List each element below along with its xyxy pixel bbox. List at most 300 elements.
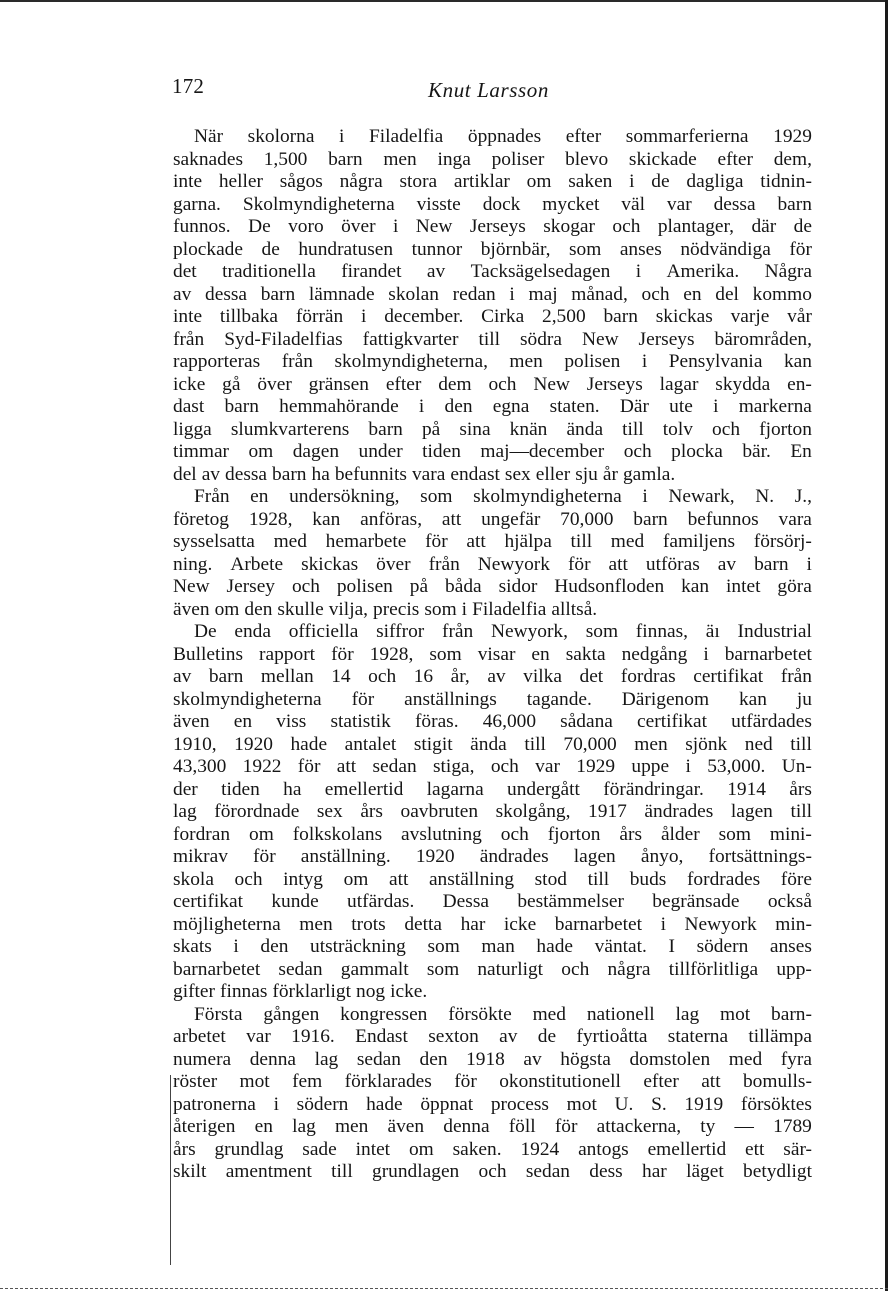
word: dock	[482, 193, 521, 215]
word: men	[634, 733, 668, 755]
word: grundlag	[214, 1138, 284, 1160]
word: Newark,	[668, 486, 735, 507]
word: utföras	[645, 553, 700, 575]
word: skydda	[715, 373, 771, 395]
word: skickade	[628, 148, 697, 170]
word: officiella	[288, 621, 359, 642]
word: ligga	[173, 418, 212, 440]
word: fordras	[620, 666, 676, 687]
word: till	[524, 733, 546, 755]
word: och	[623, 441, 652, 462]
word: för	[297, 756, 321, 777]
word: tillförlitliga	[668, 958, 759, 980]
text-line	[173, 284, 812, 307]
word: skolorna	[247, 126, 315, 147]
word: under	[358, 441, 403, 462]
word: i	[685, 756, 691, 777]
word: saken	[568, 171, 613, 192]
word: som	[426, 958, 460, 980]
text-line	[173, 1139, 812, 1162]
word: visar	[477, 643, 516, 665]
text-line	[173, 509, 812, 532]
word: södra	[519, 328, 562, 350]
word: de	[537, 1026, 557, 1047]
word: dem,	[773, 148, 812, 170]
text-line	[173, 914, 812, 937]
word: folkskolans	[292, 823, 383, 845]
word: tillämpa	[748, 1026, 812, 1047]
word: de	[261, 238, 280, 260]
word: men	[383, 148, 417, 170]
text-line	[173, 666, 812, 689]
word: om	[249, 823, 274, 845]
word: i	[635, 261, 642, 282]
word: inga	[437, 148, 471, 170]
word: mellan	[260, 666, 314, 687]
word: anföras,	[360, 508, 423, 530]
word: skilt	[173, 1161, 207, 1182]
word: lagen	[730, 801, 773, 822]
word: 1789	[773, 1116, 812, 1137]
word: Newyork	[477, 553, 550, 575]
word: Tacksägelsedagen	[470, 261, 611, 282]
word: Un-	[781, 756, 812, 777]
word: kan	[312, 508, 341, 530]
word: södern	[296, 1093, 349, 1115]
word: före	[780, 868, 812, 890]
word: till	[478, 328, 500, 350]
word: ändrades	[479, 846, 549, 867]
word: lag	[173, 801, 197, 822]
word: fattigkvarter	[362, 328, 459, 350]
word: förklarligt	[272, 981, 352, 1002]
word: en	[254, 1116, 273, 1137]
word: tolv	[662, 418, 693, 440]
word: anställnings	[404, 688, 497, 710]
word: kongressen	[340, 1003, 428, 1025]
word: intet	[355, 1138, 391, 1160]
word: När	[194, 126, 224, 147]
word: N.	[755, 486, 775, 507]
word: att	[608, 553, 628, 575]
word: endast	[450, 463, 500, 485]
text-line	[173, 846, 812, 869]
word: 1916.	[291, 1026, 335, 1047]
word: ett	[745, 1138, 765, 1160]
word: intyg	[283, 868, 323, 890]
word: företog	[173, 508, 229, 530]
word: i	[361, 306, 367, 327]
word: sina	[459, 418, 491, 440]
word: avslutning	[401, 823, 482, 845]
word: utfärdades	[731, 711, 812, 732]
word: efter	[717, 148, 753, 170]
word: vilja,	[328, 598, 369, 620]
word: barn	[272, 463, 307, 485]
text-line	[173, 891, 812, 914]
word: New	[173, 576, 210, 597]
word: betydligt	[743, 1161, 812, 1182]
word: försöktes	[740, 1093, 812, 1115]
word: tiden	[221, 778, 260, 800]
word: att	[336, 756, 357, 777]
body-text	[173, 126, 812, 1184]
word: ändrades	[644, 801, 714, 822]
text-line	[173, 779, 812, 802]
word: oavbruten	[400, 801, 479, 822]
text-line	[173, 1026, 812, 1049]
word: knän	[509, 418, 548, 440]
word: siffror	[376, 621, 425, 642]
word: var	[666, 193, 692, 215]
word: S.	[651, 1093, 667, 1115]
word: och	[490, 756, 519, 777]
word: anställning.	[300, 846, 391, 867]
word: dast	[173, 396, 205, 417]
word: av	[717, 553, 737, 575]
word: barnarbetet	[554, 913, 642, 935]
text-line	[173, 936, 812, 959]
word: att	[388, 868, 409, 890]
word: En	[790, 441, 812, 462]
word: det	[579, 666, 604, 687]
word: fjorton	[759, 418, 812, 440]
word: sågos	[279, 171, 323, 192]
word: enda	[234, 621, 271, 642]
text-line	[173, 644, 812, 667]
word: ha	[283, 778, 302, 800]
word: för	[567, 553, 591, 575]
text-line	[173, 329, 812, 352]
word: domstolen	[629, 1048, 711, 1070]
word: Industrial	[737, 621, 812, 642]
word: Därigenom	[621, 688, 710, 710]
word: skola	[173, 868, 214, 890]
word: även	[387, 1116, 425, 1137]
word: antalet	[344, 733, 397, 755]
word: de	[793, 216, 812, 237]
word: Arbete	[230, 553, 284, 575]
word: fortsättnings-	[708, 846, 812, 867]
word: Första	[194, 1003, 243, 1025]
text-line	[173, 869, 812, 892]
word: och	[234, 868, 263, 890]
word: de	[651, 171, 670, 192]
word: en	[683, 283, 702, 305]
word: familjens	[662, 531, 736, 552]
word: 1914	[727, 778, 766, 800]
word: i	[339, 126, 345, 147]
word: år	[602, 463, 618, 485]
word: hade	[536, 936, 574, 957]
word: som	[569, 238, 602, 260]
word: sex	[504, 463, 531, 485]
word: Newyork,	[490, 621, 568, 642]
word: antogs	[578, 1138, 629, 1160]
word: om	[343, 868, 369, 890]
text-line	[173, 981, 812, 1004]
word: certifikat	[693, 666, 764, 687]
word: väntat.	[594, 936, 647, 957]
word: kommo	[752, 283, 812, 305]
word: del	[173, 463, 197, 485]
scan-top-edge	[0, 0, 888, 2]
word: års	[619, 823, 643, 845]
word: redan	[452, 283, 496, 305]
word: fjorton	[547, 823, 601, 845]
word: garna.	[173, 193, 221, 215]
word: alltså.	[551, 598, 598, 620]
word: barn	[208, 666, 244, 687]
text-line	[173, 1071, 812, 1094]
word: bär.	[742, 441, 771, 462]
word: barnarbetet	[173, 958, 261, 980]
text-line	[173, 1116, 812, 1139]
word: Jerseys	[638, 328, 695, 350]
word: 1918	[466, 1048, 505, 1070]
word: sedan	[525, 1161, 570, 1182]
word: egna	[492, 396, 530, 417]
word: ha	[311, 463, 330, 485]
word: mot	[566, 1093, 597, 1115]
word: båda	[445, 576, 482, 597]
word: av	[487, 666, 506, 687]
word: barn	[633, 508, 668, 530]
word: Endast	[355, 1026, 408, 1047]
word: dess	[589, 1161, 623, 1182]
word: gå	[222, 373, 241, 395]
word: och	[641, 283, 670, 305]
word: i	[660, 913, 666, 935]
word: hemarbete	[325, 531, 407, 552]
word: och	[488, 373, 517, 395]
word: del	[715, 283, 739, 305]
word: barn	[328, 148, 363, 170]
word: och	[368, 666, 397, 687]
word: ned	[744, 733, 773, 755]
word: har	[642, 1161, 667, 1182]
word: sju	[575, 463, 598, 485]
word: till	[790, 801, 812, 822]
word: om	[248, 441, 274, 462]
word: bomulls-	[742, 1071, 812, 1092]
word: tagande.	[526, 688, 592, 710]
word: över	[341, 216, 376, 237]
word: dagen	[292, 441, 340, 462]
word: saknades	[173, 148, 243, 170]
word: Från	[194, 486, 230, 507]
word: Några	[764, 261, 812, 282]
word: slumkvarterens	[230, 418, 350, 440]
word: sex	[316, 801, 343, 822]
word: skolmyndigheterna,	[334, 351, 488, 372]
text-line	[173, 689, 812, 712]
word: sommarferierna	[625, 126, 749, 147]
word: i	[418, 396, 425, 417]
word: Skolmyndigheterna	[242, 193, 395, 215]
word: intet	[726, 576, 761, 597]
word: lagarna	[426, 778, 484, 800]
word: barn-	[771, 1003, 812, 1025]
word: amentment	[225, 1161, 312, 1182]
word: södern	[696, 936, 749, 957]
word: dagliga	[686, 171, 744, 192]
word: den	[260, 936, 289, 957]
word: ända	[470, 733, 507, 755]
word: certifikat	[173, 891, 243, 912]
word: öppnades	[467, 126, 542, 147]
word: mini-	[769, 823, 812, 845]
text-line	[173, 351, 812, 374]
word: fordran	[173, 823, 231, 845]
word: göra	[777, 576, 812, 597]
word: förändringar.	[603, 778, 704, 800]
word: bestämmelser	[517, 891, 624, 912]
word: gränsen	[308, 373, 369, 395]
word: dessa	[713, 193, 756, 215]
word: även	[173, 711, 210, 732]
word: års	[173, 1138, 196, 1160]
word: från	[428, 553, 460, 575]
word: som	[718, 823, 751, 845]
word: även	[173, 598, 210, 620]
word: röster	[173, 1071, 218, 1092]
word: icke	[503, 913, 537, 935]
word: av	[173, 283, 192, 305]
word: utfärdas.	[347, 891, 415, 912]
word: och	[612, 216, 641, 237]
word: Bulletins	[173, 643, 244, 665]
word: skolmyndigheterna	[173, 688, 322, 710]
word: staten.	[549, 396, 600, 417]
word: gammalt	[340, 958, 409, 980]
word: av	[523, 1048, 542, 1070]
word: undersökning,	[289, 486, 400, 507]
word: mycket	[542, 193, 600, 215]
word: från	[281, 351, 313, 372]
word: från	[441, 621, 474, 642]
word: denna	[443, 1116, 490, 1137]
word: om	[526, 171, 552, 192]
word: i	[806, 553, 812, 575]
text-line	[173, 441, 812, 464]
word: Jerseys	[586, 373, 643, 395]
word: var	[246, 1026, 271, 1047]
word: stod	[534, 868, 567, 890]
word: och	[561, 958, 590, 980]
word: att	[701, 1071, 721, 1092]
word: föll	[508, 1116, 536, 1137]
word: poliser	[491, 148, 545, 170]
word: begränsade	[652, 891, 740, 912]
word: ända	[566, 418, 604, 440]
word: till	[570, 531, 593, 552]
word: heller	[218, 171, 263, 192]
page-number: 172	[172, 74, 205, 98]
word: eller	[535, 463, 571, 485]
word: arbetet	[173, 1026, 226, 1047]
word: dessa	[205, 283, 248, 305]
word: hade	[366, 1093, 403, 1115]
word: tillbaka	[219, 306, 279, 327]
word: 70,000	[563, 733, 617, 755]
word: lagar	[659, 373, 699, 395]
word: i	[713, 396, 719, 417]
word: inte	[173, 306, 203, 327]
word: års	[789, 778, 812, 800]
word: dessa	[225, 463, 268, 485]
text-line	[173, 824, 812, 847]
word: lämnade	[308, 283, 375, 305]
word: fordrades	[686, 868, 761, 890]
word: J.,	[794, 486, 812, 507]
word: anses	[619, 238, 662, 260]
word: förklarades	[344, 1071, 432, 1092]
word: process	[490, 1093, 549, 1115]
word: Syd-Filadelfias	[224, 328, 343, 350]
word: väl	[621, 193, 645, 215]
word: sedan	[372, 756, 417, 777]
word: barn	[603, 306, 638, 327]
word: återigen	[173, 1116, 236, 1137]
word: har	[460, 913, 486, 935]
word: 14	[331, 666, 351, 687]
word: rapporteras	[173, 351, 261, 372]
word: utsträckning	[310, 936, 406, 957]
text-line	[173, 711, 812, 734]
word: på	[409, 576, 429, 597]
text-line	[173, 576, 812, 599]
word: i	[233, 936, 239, 957]
word: fyra	[780, 1048, 812, 1070]
word: mot	[239, 1071, 270, 1092]
word: skolmyndigheterna	[473, 486, 622, 507]
word: nog	[356, 981, 386, 1002]
word: var	[535, 756, 560, 777]
word: en	[250, 486, 269, 507]
word: skogar	[543, 216, 595, 237]
word: barn	[368, 418, 403, 440]
word: efter	[643, 1071, 679, 1092]
word: barnarbetet	[724, 643, 812, 665]
word: emellertid	[324, 778, 404, 800]
word: icke.	[390, 981, 428, 1002]
word: av	[173, 666, 192, 687]
word: 1919	[684, 1093, 724, 1115]
word: lag	[675, 1003, 700, 1025]
word: med	[273, 531, 307, 552]
word: den	[244, 598, 273, 620]
text-line	[173, 1049, 812, 1072]
word: hundratusen	[298, 238, 394, 260]
word: hemmahörande	[279, 396, 399, 417]
text-line	[173, 419, 812, 442]
word: Cirka	[481, 306, 525, 327]
word: attackerna,	[596, 1116, 682, 1137]
word: anses	[769, 936, 812, 957]
word: som	[420, 486, 453, 507]
word: av	[499, 1026, 518, 1047]
word: sedan	[278, 958, 323, 980]
word: bärområden,	[714, 328, 812, 350]
word: som	[429, 643, 462, 665]
word: månad,	[571, 283, 628, 305]
word: öppnat	[420, 1093, 474, 1115]
text-line	[173, 599, 812, 622]
word: skolgång,	[495, 801, 571, 822]
word: skats	[173, 936, 212, 957]
word: vilka	[523, 666, 562, 687]
